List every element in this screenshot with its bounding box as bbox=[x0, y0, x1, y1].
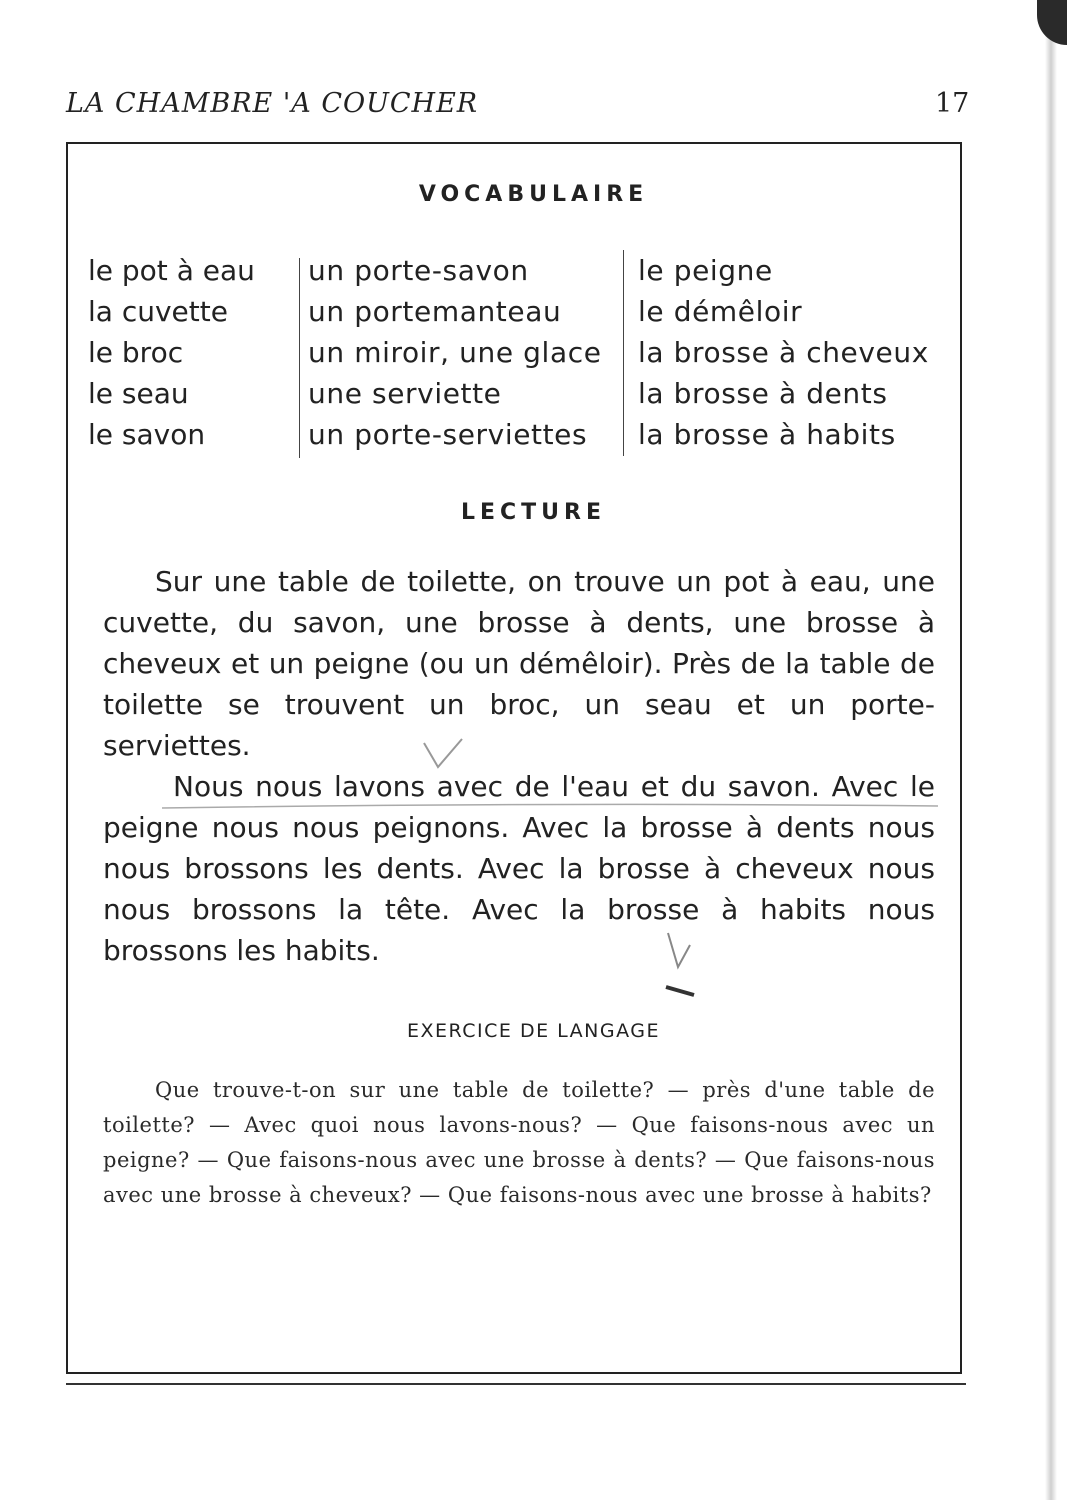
lecture-title: LECTURE bbox=[460, 500, 607, 525]
running-title: LA CHAMBRE 'A COUCHER bbox=[66, 88, 479, 119]
vocab-word: un porte-serviettes bbox=[308, 418, 588, 451]
exercice-title: EXERCICE DE LANGAGE bbox=[407, 1020, 660, 1042]
vocab-word: le pot à eau bbox=[88, 254, 255, 287]
vocab-word: le démêloir bbox=[638, 295, 803, 328]
pencil-check-icon bbox=[660, 925, 700, 1000]
vocab-word: un portemanteau bbox=[308, 295, 562, 328]
vocab-divider-2 bbox=[623, 250, 624, 456]
pencil-check-icon bbox=[420, 735, 470, 775]
vocab-word: la cuvette bbox=[88, 295, 228, 328]
vocab-word: le peigne bbox=[638, 254, 773, 287]
lecture-text bbox=[103, 561, 935, 971]
lecture-paragraph-2: Nous nous lavons avec de l'eau et du savon. Avec le peigne nous nous peignons. Avec la brosse à dents nous nous brossons les dents. Avec la brosse à cheveux nous nous brossons la tête. Avec la brosse à habits nous brossons les habits. bbox=[103, 770, 935, 967]
vocabulaire-title: VOCABULAIRE bbox=[418, 182, 649, 207]
vocab-word: le broc bbox=[88, 336, 184, 369]
page-number: 17 bbox=[935, 88, 970, 119]
page-edge bbox=[1027, 0, 1067, 1500]
vocab-word: le savon bbox=[88, 418, 206, 451]
exercice-text: Que trouve-t-on sur une table de toilette? — près d'une table de toilette? — Avec quoi nous lavons-nous? — Que faisons-nous avec un peigne? — Que faisons-nous avec une brosse à dents? — Que faisons-nous avec une brosse à cheveux? — Que faisons-nous avec une brosse à habits? bbox=[103, 1078, 935, 1207]
vocab-divider-1 bbox=[299, 258, 300, 458]
vocab-column-2 bbox=[308, 250, 602, 455]
vocab-column-3 bbox=[638, 250, 929, 455]
vocab-word: la brosse à dents bbox=[638, 377, 888, 410]
vocab-word: un porte-savon bbox=[308, 254, 529, 287]
vocab-word: la brosse à cheveux bbox=[638, 336, 929, 369]
lecture-paragraph-1: Sur une table de toilette, on trouve un pot à eau, une cuvette, du savon, une brosse à dents, une brosse à cheveux et un peigne (ou un démêloir). Près de la table de toilette se trouvent un broc, un seau et un porte-serviettes. bbox=[103, 565, 935, 762]
vocab-word: la brosse à habits bbox=[638, 418, 896, 451]
vocab-word: un miroir, une glace bbox=[308, 336, 602, 369]
vocab-word: le seau bbox=[88, 377, 189, 410]
vocab-word: une serviette bbox=[308, 377, 502, 410]
bottom-rule bbox=[66, 1383, 966, 1385]
vocab-column-1 bbox=[88, 250, 255, 455]
pencil-underline bbox=[160, 802, 940, 814]
